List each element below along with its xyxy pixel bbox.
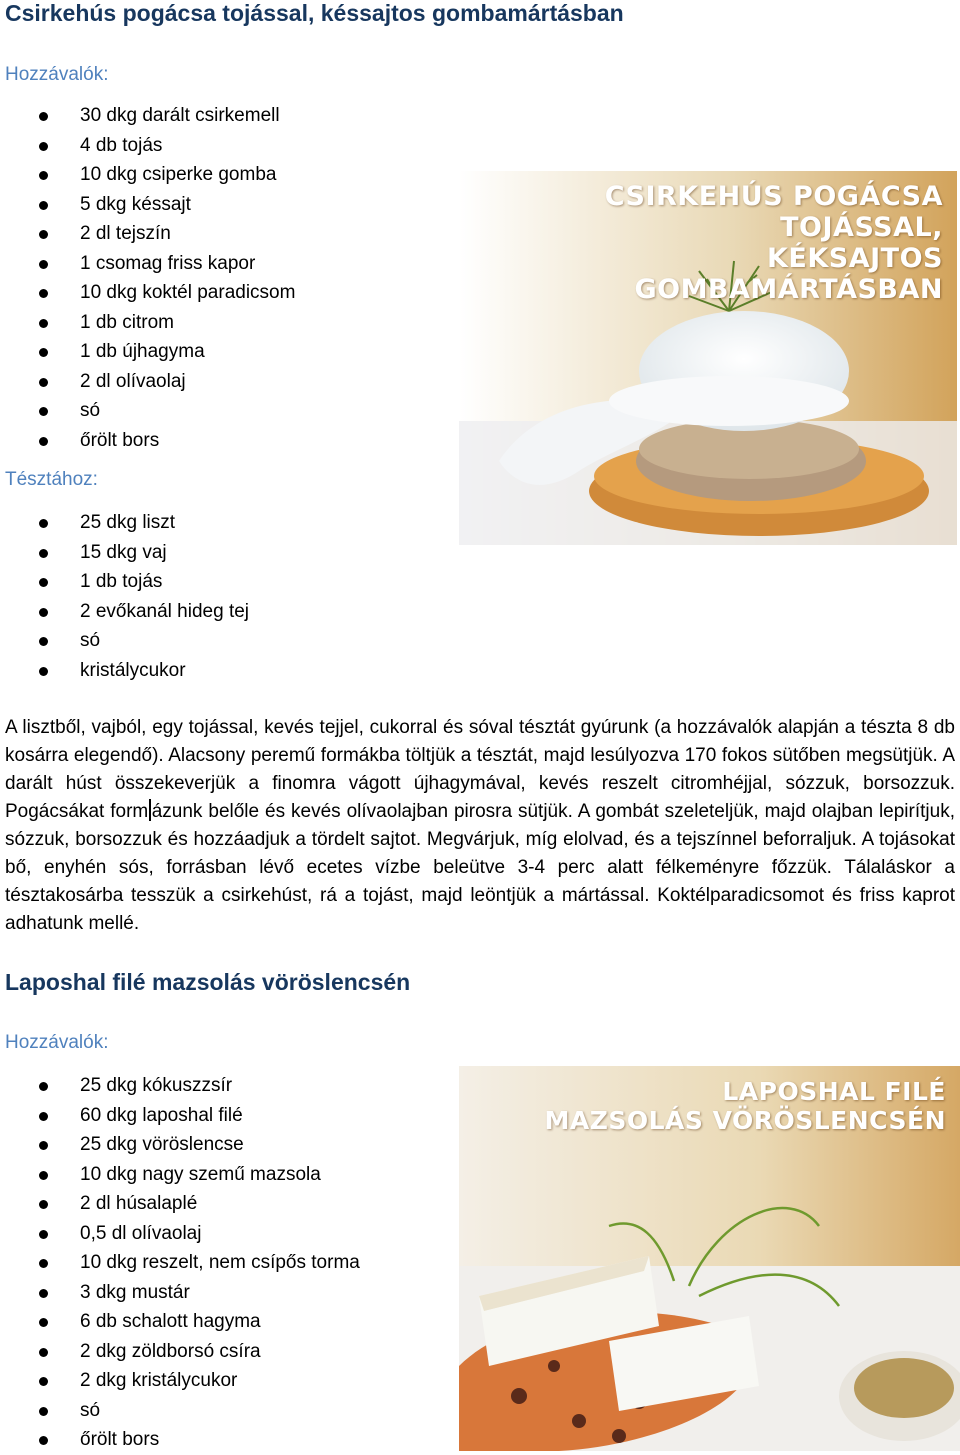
list-item: 1 db újhagyma: [0, 337, 295, 367]
caption-line-1: CSIRKEHÚS POGÁCSA TOJÁSSAL,: [604, 181, 943, 244]
list-item: 15 dkg vaj: [0, 538, 249, 568]
list-item: 10 dkg nagy szemű mazsola: [0, 1160, 360, 1190]
text-cursor: [149, 799, 151, 821]
method-text-part-2: ázunk belőle és kevés olívaolajban pirosra sütjük. A gombát szeleteljük, majd olajban lepirítjuk, sózzuk, borsozzuk és hozzáadjuk a tördelt sajtot. Megvárjuk, míg elolvad, és a tejszínnel beforraljuk. A tojásokat bő, enyhén sós, forrásban lévő ecetes vízbe beleütve 3-4 perc alatt félkeményre főzzük. Tálaláskor a tésztakosárba tesszük a csirkehúst, rá a tojást, majd leöntjük a mártással. Koktélparadicsomot és friss kaprot adhatunk mellé.: [5, 801, 955, 934]
list-item: kristálycukor: [0, 656, 249, 686]
method-text-part-1: A lisztből, vajból, egy tojással, kevés tejjel, cukorral és sóval tésztát gyúrunk (a hozzávalók alapján a tészta 8 db kosárra elegendő). Alacsony peremű formákba töltjük a tésztát, majd lesúlyozva 170 fokos sütőben megsütjük. A darált húst összekeverjük a finomra vágott újhagymával, kevés reszelt citromhéjjal, sózzuk, borsozzuk. Pogácsákat form: [5, 717, 955, 822]
recipe2-ingredients-heading: Hozzávalók:: [5, 1032, 109, 1053]
list-item: 1 db citrom: [0, 308, 295, 338]
list-item: 10 dkg csiperke gomba: [0, 160, 295, 190]
recipe2-title: Laposhal filé mazsolás vöröslencsén: [5, 969, 411, 995]
list-item: őrölt bors: [0, 426, 295, 456]
recipe1-ingredients-heading: Hozzávalók:: [5, 64, 109, 85]
recipe1-ingredient-list: [0, 101, 295, 455]
caption-line-1: LAPOSHAL FILÉ: [722, 1077, 946, 1106]
list-item: 5 dkg késsajt: [0, 190, 295, 220]
list-item: 30 dkg darált csirkemell: [0, 101, 295, 131]
recipe1-dough-list: [0, 508, 249, 685]
list-item: 25 dkg kókuszzsír: [0, 1071, 360, 1101]
list-item: 2 dl olívaolaj: [0, 367, 295, 397]
recipe1-method: [5, 714, 955, 938]
list-item: só: [0, 396, 295, 426]
recipe2-photo: [459, 1066, 960, 1451]
recipe2-photo-caption: [544, 1078, 946, 1136]
list-item: 2 evőkanál hideg tej: [0, 597, 249, 627]
list-item: 10 dkg reszelt, nem csípős torma: [0, 1248, 360, 1278]
list-item: 25 dkg vöröslencse: [0, 1130, 360, 1160]
recipe1-photo-caption: [459, 181, 943, 305]
list-item: 2 dkg zöldborsó csíra: [0, 1337, 360, 1367]
list-item: 2 dl húsalaplé: [0, 1189, 360, 1219]
list-item: só: [0, 626, 249, 656]
list-item: só: [0, 1396, 360, 1426]
list-item: 2 dl tejszín: [0, 219, 295, 249]
list-item: őrölt bors: [0, 1425, 360, 1455]
recipe1-title: Csirkehús pogácsa tojással, késsajtos gombamártásban: [5, 0, 624, 26]
list-item: 1 db tojás: [0, 567, 249, 597]
list-item: 3 dkg mustár: [0, 1278, 360, 1308]
caption-line-2: KÉKSAJTOS GOMBAMÁRTÁSBAN: [634, 243, 943, 306]
list-item: 0,5 dl olívaolaj: [0, 1219, 360, 1249]
list-item: 6 db schalott hagyma: [0, 1307, 360, 1337]
list-item: 1 csomag friss kapor: [0, 249, 295, 279]
list-item: 4 db tojás: [0, 131, 295, 161]
list-item: 60 dkg laposhal filé: [0, 1101, 360, 1131]
list-item: 10 dkg koktél paradicsom: [0, 278, 295, 308]
recipe2-ingredient-list: [0, 1071, 360, 1455]
list-item: 25 dkg liszt: [0, 508, 249, 538]
caption-line-2: MAZSOLÁS VÖRÖSLENCSÉN: [544, 1105, 946, 1135]
recipe1-dough-heading: Tésztához:: [5, 469, 98, 490]
recipe1-photo: [459, 171, 957, 545]
list-item: 2 dkg kristálycukor: [0, 1366, 360, 1396]
